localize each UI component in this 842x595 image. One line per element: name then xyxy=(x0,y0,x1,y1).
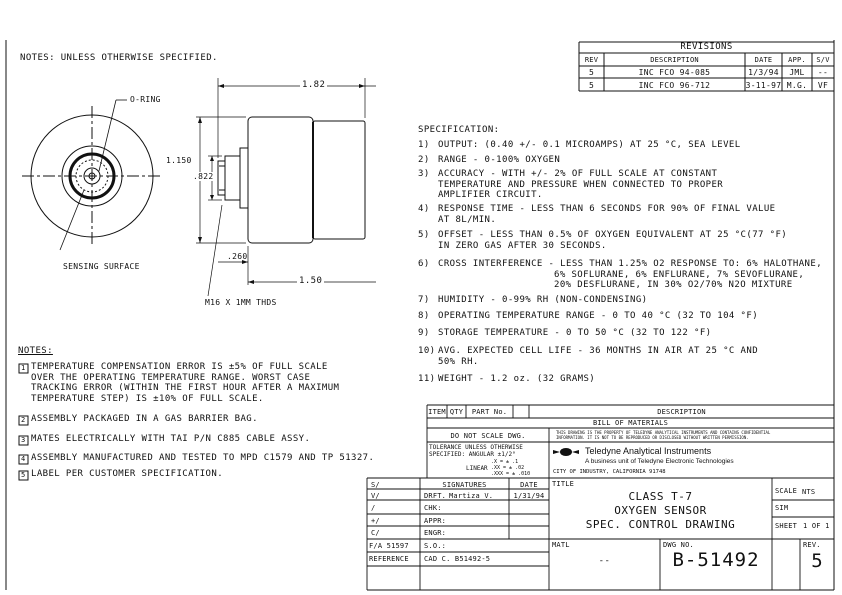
bom-col-item: ITEM xyxy=(428,408,446,416)
spec-item-number: 5) xyxy=(418,230,430,240)
sig-value: Martiza V. xyxy=(449,492,494,500)
spec-item-number: 1) xyxy=(418,140,430,150)
spec-item xyxy=(418,230,787,251)
spec-item xyxy=(418,374,595,385)
note-line: OVER THE OPERATING TEMPERATURE RANGE. WORST CASE xyxy=(31,372,311,383)
dim-overall-length: 1.82 xyxy=(302,80,326,90)
company-city: CITY OF INDUSTRY, CALIFORNIA 91748 xyxy=(553,469,666,475)
note-line: ASSEMBLY PACKAGED IN A GAS BARRIER BAG. xyxy=(31,414,258,424)
rev-col-app: APP. xyxy=(788,56,806,64)
bom-col-part: PART No. xyxy=(471,408,508,416)
spec-item-line: AMPLIFIER CIRCUIT. xyxy=(438,190,543,200)
drawing-title-line: CLASS T-7 xyxy=(628,490,693,503)
spec-item-line: ACCURACY - WITH +/- 2% OF FULL SCALE AT CONSTANT xyxy=(438,169,718,179)
company-name: Teledyne Analytical Instruments xyxy=(585,446,712,456)
end-view xyxy=(22,100,162,250)
thread-label: M16 X 1MM THDS xyxy=(205,298,277,307)
title-label: TITLE xyxy=(552,480,575,488)
matl-label: MATL xyxy=(552,541,570,549)
note-number: 4 xyxy=(21,455,26,463)
spec-item-number: 10) xyxy=(418,346,436,356)
spec-item xyxy=(418,259,822,291)
tolerance-value: .XXX = ± .010 xyxy=(491,471,531,477)
proprietary-line: THIS DRAWING IS THE PROPERTY OF TELEDYNE ANALYTICAL INSTRUMENTS AND CONTAINS CONFIDENTIAL xyxy=(556,430,771,435)
bom-col-description: DESCRIPTION xyxy=(657,408,706,416)
spec-item-text xyxy=(438,140,741,151)
bill-of-materials: BILL OF MATERIALS xyxy=(592,419,669,427)
note-number: 3 xyxy=(21,436,26,444)
proprietary-line: INFORMATION. IT IS NOT TO BE REPRODUCED OR DISCLOSED WITHOUT WRITTEN PERMISSION. xyxy=(556,435,749,440)
dim-thread-diameter: .822 xyxy=(193,172,214,181)
drawing-title xyxy=(549,490,772,532)
scale-label: SCALE xyxy=(775,487,798,495)
spec-item-line: RANGE - 0-100% OXYGEN xyxy=(438,155,561,165)
sig-label: ENGR: xyxy=(424,529,447,537)
rev-label: REV. xyxy=(803,541,821,549)
scale-value: NTS xyxy=(802,488,816,496)
dim-step: .260 xyxy=(227,252,248,261)
revision-value: 5 xyxy=(811,550,823,572)
dwg-no-label: DWG NO. xyxy=(663,541,694,549)
revisions-title: REVISIONS xyxy=(680,42,733,52)
spec-item xyxy=(418,328,711,339)
spec-item-line: RESPONSE TIME - LESS THAN 6 SECONDS FOR 90% OF FINAL VALUE xyxy=(438,204,776,214)
side-view xyxy=(218,117,365,243)
sig-code: +/ xyxy=(371,517,380,525)
note-number: 2 xyxy=(21,416,26,424)
drawing-title-line: SPEC. CONTROL DRAWING xyxy=(585,518,736,531)
sig-label: DRFT. xyxy=(424,492,447,500)
spec-item xyxy=(418,295,647,306)
spec-item-line: 20% DESFLURANE, IN 30% O2/70% N2O MIXTURE xyxy=(554,280,793,290)
spec-item-text xyxy=(438,295,647,306)
spec-item-line: CROSS INTERFERENCE - LESS THAN 1.25% O2 RESPONSE TO: 6% HALOTHANE, xyxy=(438,259,823,269)
spec-item-number: 11) xyxy=(418,374,436,384)
spec-item-line: IN ZERO GAS AFTER 30 SECONDS. xyxy=(438,240,607,251)
spec-item-number: 6) xyxy=(418,259,430,269)
rev-sv-cell: -- xyxy=(817,68,829,77)
spec-item-line: OPERATING TEMPERATURE RANGE - 0 TO 40 °C (32 TO 104 °F) xyxy=(438,311,759,321)
spec-item xyxy=(418,140,741,151)
tolerance-line: TOLERANCE UNLESS OTHERWISE xyxy=(429,444,523,451)
bom-col-qty: QTY xyxy=(449,408,464,416)
notes-heading: NOTES: xyxy=(18,346,53,356)
tolerance-line: SPECIFIED: ANGULAR ±1/2° xyxy=(429,451,516,458)
spec-item-text xyxy=(438,346,758,367)
note-number: 1 xyxy=(21,364,26,372)
rev-cell: 5 xyxy=(588,81,595,90)
sensing-surface-label: SENSING SURFACE xyxy=(63,262,140,271)
spec-heading: SPECIFICATION: xyxy=(418,125,500,135)
rev-col-description: DESCRIPTION xyxy=(650,56,699,64)
sig-label: CHK: xyxy=(424,504,442,512)
spec-item-number: 9) xyxy=(418,328,430,338)
teledyne-logo-icon xyxy=(553,448,579,456)
note-line: MATES ELECTRICALLY WITH TAI P/N C885 CABLE ASSY. xyxy=(31,434,311,444)
rev-date-cell: 3-11-97 xyxy=(745,81,782,90)
note-number: 5 xyxy=(21,471,26,479)
spec-item-line: OUTPUT: (0.40 +/- 0.1 MICROAMPS) AT 25 °C, SEA LEVEL xyxy=(438,140,741,150)
rev-col-sv: S/V xyxy=(816,56,830,64)
sig-header-date: DATE xyxy=(520,481,538,489)
note-line: TRACKING ERROR (WITHIN THE FIRST HOUR AFTER A MAXIMUM xyxy=(31,383,340,393)
spec-item-number: 3) xyxy=(418,169,430,179)
spec-item-line: HUMIDITY - 0-99% RH (NON-CONDENSING) xyxy=(438,295,648,305)
dimension-lines xyxy=(196,78,376,296)
tolerance-values xyxy=(491,459,530,477)
rev-date-cell: 1/3/94 xyxy=(748,68,779,77)
tolerance-block xyxy=(429,444,523,458)
sheet-label: SHEET xyxy=(775,522,798,530)
spec-item-line: STORAGE TEMPERATURE - 0 TO 50 °C (32 TO 122 °F) xyxy=(438,328,712,338)
spec-item-line: OFFSET - LESS THAN 0.5% OF OXYGEN EQUIVALENT AT 25 °C(77 °F) xyxy=(438,230,788,240)
dimension-arrows xyxy=(198,84,365,284)
spec-item xyxy=(418,346,758,367)
rev-app-cell: JML xyxy=(789,68,805,77)
spec-item-line: WEIGHT - 1.2 oz. (32 GRAMS) xyxy=(438,374,596,384)
sheet-value: 1 OF 1 xyxy=(803,522,830,530)
rev-desc-cell: INC FCO 94-085 xyxy=(638,68,711,77)
note-text xyxy=(31,434,310,445)
spec-item-line: TEMPERATURE AND PRESSURE WHEN CONNECTED TO PROPER xyxy=(438,179,724,190)
spec-item-number: 7) xyxy=(418,295,430,305)
matl-value: -- xyxy=(598,556,611,566)
drawing-number: B-51492 xyxy=(672,549,760,571)
spec-item-number: 2) xyxy=(418,155,430,165)
so-label: S.O.: xyxy=(424,542,447,550)
drawing-title-line: OXYGEN SENSOR xyxy=(614,504,707,517)
note-line: TEMPERATURE STEP) IS ±10% OF FULL SCALE. xyxy=(31,393,264,404)
rev-col-rev: REV xyxy=(584,56,599,64)
dim-height: 1.150 xyxy=(166,156,192,165)
reference-value: CAD C. B51492-5 xyxy=(424,555,491,563)
spec-item-text xyxy=(438,155,560,166)
note-text xyxy=(31,414,258,425)
spec-item-text xyxy=(438,328,711,339)
sig-date: 1/31/94 xyxy=(513,492,545,500)
spec-item xyxy=(418,155,560,166)
dim-body-length: 1.50 xyxy=(299,276,323,286)
sig-label: APPR: xyxy=(424,517,447,525)
spec-item-text xyxy=(438,204,775,225)
spec-item-line: 6% SOFLURANE, 6% ENFLURANE, 7% SEVOFLURANE, xyxy=(554,269,805,280)
tolerance-value: .X = ± .1 xyxy=(491,459,519,465)
note-line: TEMPERATURE COMPENSATION ERROR IS ±5% OF FULL SCALE xyxy=(31,362,328,372)
sig-code: C/ xyxy=(371,529,380,537)
proprietary-notice xyxy=(556,430,770,440)
spec-item xyxy=(418,204,775,225)
tolerance-value: .XX = ± .02 xyxy=(491,465,525,471)
spec-item-line: AVG. EXPECTED CELL LIFE - 36 MONTHS IN AIR AT 25 °C AND xyxy=(438,346,759,356)
note-text xyxy=(31,469,223,480)
spec-item xyxy=(418,311,758,322)
company-subtitle: A business unit of Teledyne Electronic Technologies xyxy=(585,458,734,465)
spec-item-line: AT 8L/MIN. xyxy=(438,214,497,225)
note-text xyxy=(31,362,339,404)
sig-code: V/ xyxy=(371,492,380,500)
sig-header-code: S/ xyxy=(371,481,380,489)
rev-cell: 5 xyxy=(588,68,595,77)
tolerance-linear-label: LINEAR xyxy=(466,465,488,472)
spec-item-text xyxy=(438,169,723,201)
spec-item xyxy=(418,169,723,201)
note-text xyxy=(31,453,374,464)
header-note: NOTES: UNLESS OTHERWISE SPECIFIED. xyxy=(20,53,218,63)
spec-item-text xyxy=(438,259,822,291)
rev-desc-cell: INC FCO 96-712 xyxy=(638,81,711,90)
spec-item-text xyxy=(438,311,758,322)
sig-code: / xyxy=(371,504,376,512)
note-line: LABEL PER CUSTOMER SPECIFICATION. xyxy=(31,469,224,479)
rev-app-cell: M.G. xyxy=(786,81,808,90)
o-ring-label: O-RING xyxy=(130,95,161,104)
spec-item-line: 50% RH. xyxy=(438,356,479,367)
fa-code: F/A 51597 xyxy=(369,542,409,550)
spec-item-number: 8) xyxy=(418,311,430,321)
reference-label: REFERENCE xyxy=(369,555,409,563)
sig-header-signatures: SIGNATURES xyxy=(442,481,487,489)
do-not-scale: DO NOT SCALE DWG. xyxy=(450,432,526,440)
sim-label: SIM xyxy=(775,504,789,512)
spec-item-number: 4) xyxy=(418,204,430,214)
note-line: ASSEMBLY MANUFACTURED AND TESTED TO MPD C1579 AND TP 51327. xyxy=(31,453,375,463)
rev-sv-cell: VF xyxy=(817,81,829,90)
spec-item-text xyxy=(438,374,595,385)
spec-item-text xyxy=(438,230,787,251)
rev-col-date: DATE xyxy=(754,56,773,64)
